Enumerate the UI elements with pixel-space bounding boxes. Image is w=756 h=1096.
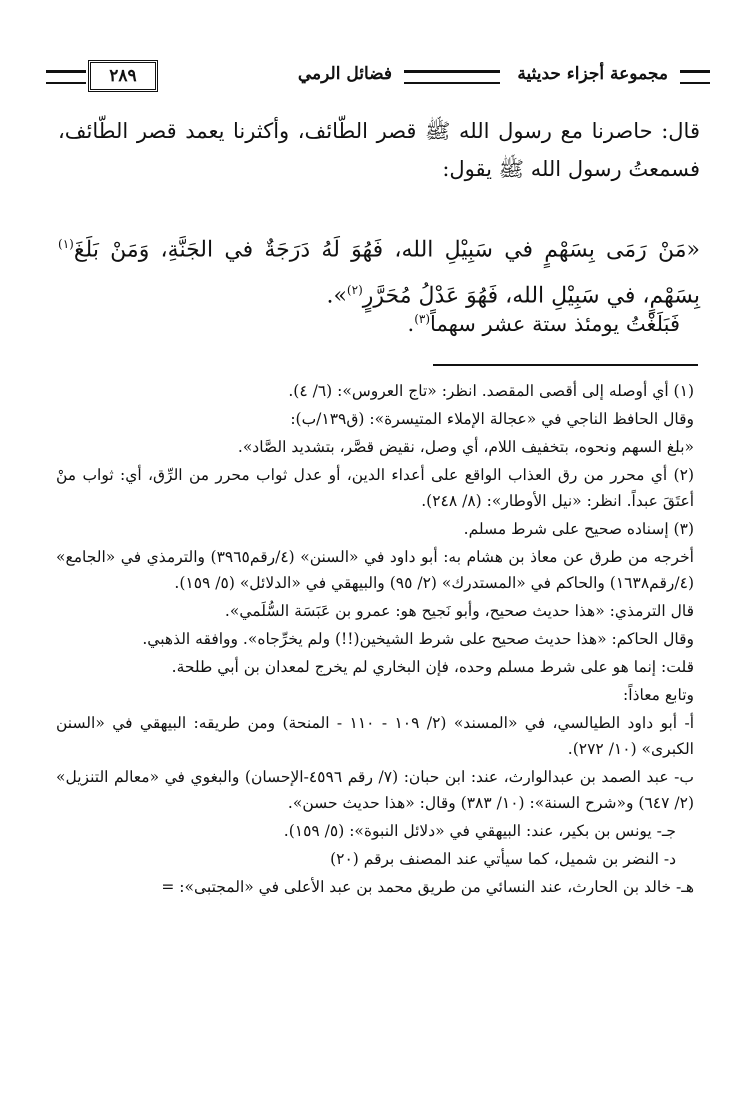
book-title: مجموعة أجزاء حديثية: [511, 64, 674, 84]
hadith-end: ».: [326, 283, 347, 309]
footnote-line: (٢) أي محرر من رق العذاب الواقع على أعداء الدين، أو عدل ثواب محرر من الرِّق، أي: ثواب منْ أعتَقَ عبداً. انظر: «نيل الأوطار»: (٨/ ٢٤٨).: [56, 466, 694, 510]
footnote-marker-2: (٢): [346, 283, 363, 298]
footnote-marker-1: (١): [58, 237, 74, 251]
conclusion-text: [58, 300, 680, 343]
footnote-marker-3: (٣): [414, 312, 431, 326]
footnote-line: هـ- خالد بن الحارث، عند النسائي من طريق محمد بن عبد الأعلى في «المجتبى»: =: [161, 878, 694, 896]
footnote-line: أ- أبو داود الطيالسي، في «المسند» (٢/ ١٠٩ - ١١٠ - المنحة) ومن طريقه: البيهقي في «السنن الكبرى» (١٠/ ٢٧٢).: [56, 714, 695, 758]
chapter-title: فضائل الرمي: [292, 64, 398, 84]
header-rule: [46, 70, 86, 84]
hadith-part2: بِسَهْمٍ، في سَبِيْلِ الله، فَهُوَ عَدْلُ مُحَرَّرٍ: [362, 283, 700, 309]
footnote-line: (١) أي أوصله إلى أقصى المقصد. انظر: «تاج العروس»: (٦/ ٤).: [288, 382, 694, 400]
footnote-line: وقال الحاكم: «هذا حديث صحيح على شرط الشيخين(!!) ولم يخرِّجاه». ووافقه الذهبي.: [142, 630, 694, 648]
footnote-line: وتابع معاذاً:: [623, 686, 694, 704]
conclusion-end: .: [407, 312, 415, 336]
header-rule: [404, 70, 500, 84]
hadith-part1: «مَنْ رَمَى بِسَهْمٍ في سَبِيْلِ الله، فَهُوَ لَهُ دَرَجَةٌ في الجَنَّةِ، وَمَنْ بَلَغَ: [73, 237, 700, 263]
footnote-line: «بلغ السهم ونحوه، بتخفيف اللام، أي وصل، نقيض قصَّر، بتشديد الصَّاد».: [237, 438, 694, 456]
footnote-line: قال الترمذي: «هذا حديث صحيح، وأبو نَجيح هو: عمرو بن عَبَسَة السُّلَمي».: [224, 602, 694, 620]
page-header: [46, 60, 710, 94]
footnote-line: (٣) إسناده صحيح على شرط مسلم.: [463, 520, 694, 538]
footnote-line: جـ- يونس بن بكير، عند: البيهقي في «دلائل النبوة»: (٥/ ١٥٩).: [283, 822, 676, 840]
narration-text: قال: حاصرنا مع رسول الله ﷺ قصر الطّائف، وأكثرنا يعمد قصر الطّائف، فسمعتُ رسول الله ﷺ يقول:: [58, 119, 700, 181]
header-rule: [680, 70, 710, 84]
footnote-line: ب- عبد الصمد بن عبدالوارث، عند: ابن حبان: (٧/ رقم ٤٥٩٦-الإحسان) والبغوي في «معالم التنزيل» (٢/ ٦٤٧) و«شرح السنة»: (١٠/ ٣٨٣) وقال: «هذا حديث حسن».: [56, 768, 695, 812]
footnote-line: د- النضر بن شميل، كما سيأتي عند المصنف برقم (٢٠): [330, 850, 676, 868]
conclusion-main: فَبَلَغْتُ يومئذ ستة عشر سهماً: [430, 312, 680, 336]
footnote-separator: [433, 364, 698, 366]
footnote-line: أخرجه من طرق عن معاذ بن هشام به: أبو داود في «السنن» (٤/رقم٣٩٦٥) والترمذي في «الجامع» (٤/رقم١٦٣٨) والحاكم في «المستدرك» (٢/ ٩٥) والبيهقي في «الدلائل» (٥/ ١٥٩).: [56, 548, 694, 592]
page-number: ٢٨٩: [88, 60, 158, 92]
footnotes: [56, 378, 694, 902]
footnote-line: قلت: إنما هو على شرط مسلم وحده، فإن البخاري لم يخرج لمعدان بن أبي طلحة.: [171, 658, 694, 676]
footnote-line: وقال الحافظ الناجي في «عجالة الإملاء المتيسرة»: (ق١٣٩/ب):: [290, 410, 694, 428]
